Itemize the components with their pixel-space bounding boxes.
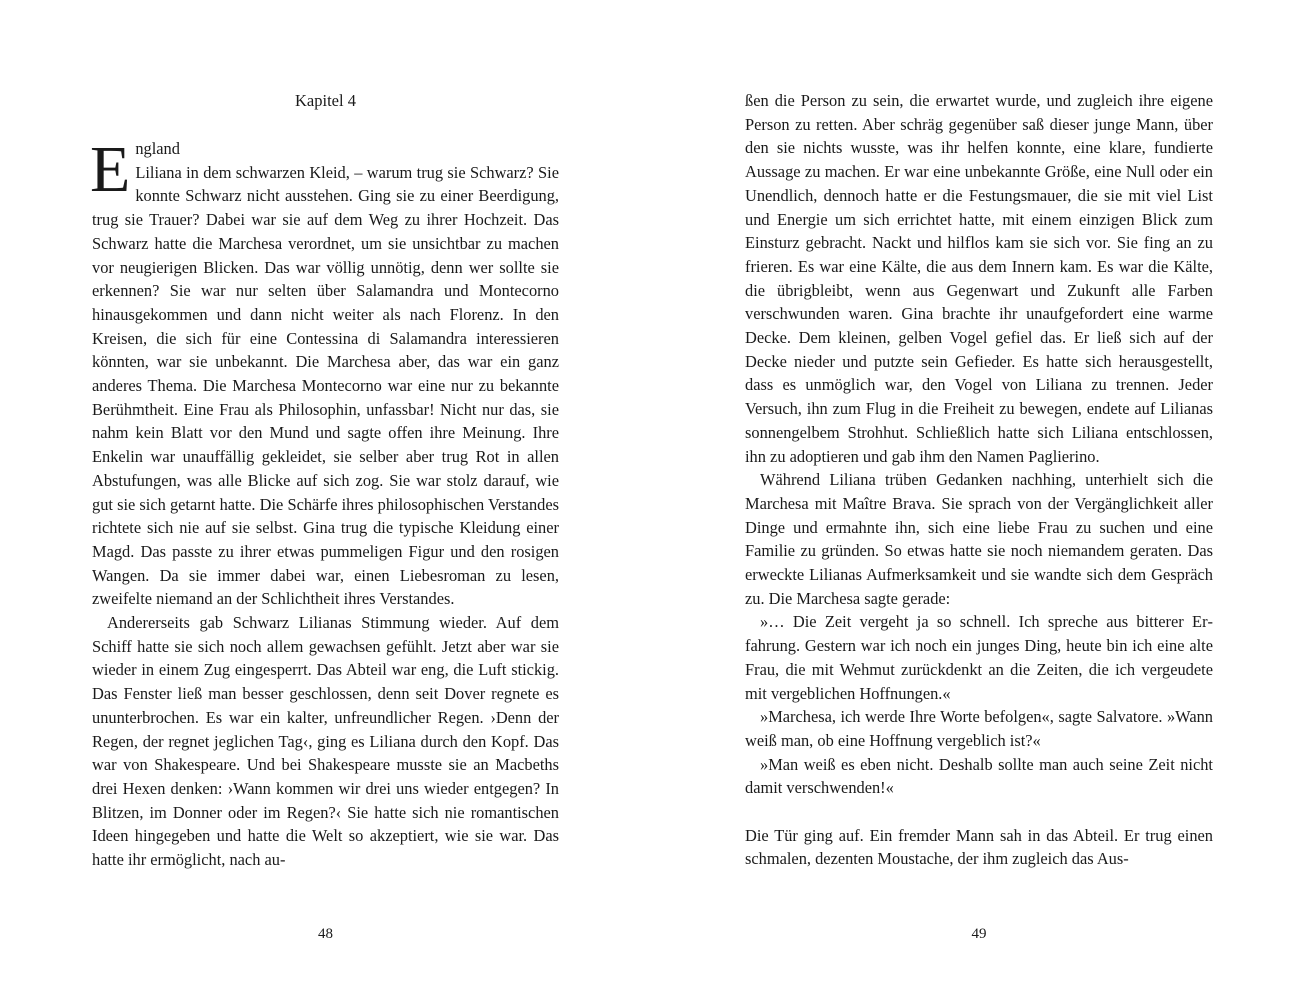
left-page-body: [90, 133, 559, 872]
page-number: 48: [318, 926, 333, 942]
paragraph: Die Tür ging auf. Ein fremder Mann sah in das Abteil. Er trug einen schmalen, dezenten Moustache, der ihm zugleich das Aus-: [745, 825, 1213, 869]
paragraph: »Man weiß es eben nicht. Deshalb sollte man auch seine Zeit nicht damit verschwenden!«: [745, 754, 1213, 798]
paragraph: Liliana in dem schwarzen Kleid, – warum trug sie Schwarz? Sie konnte Schwarz nicht ausstehen. Ging sie zu einer Beerdigung, trug sie Trauer? Dabei war sie auf dem Weg zu ihrer Hochzeit. Das Schwarz hatte die Marchesa verordnet, um sie unsichtbar zu machen vor neugierigen Blicken. Das war völlig unnötig, denn wer sollte sie erkennen? Sie war nur selten über Salamandra und Montecorno hinausgekommen und dann nicht weiter als nach Florenz. In den Kreisen, die sich für eine Contessina di Salamandra interessieren könnten, war sie unbekannt. Die Marchesa aber, das war ein ganz anderes Thema. Die Marchesa Montecorno war eine nur zu bekannte Berühmtheit. Eine Frau als Philosophin, unfassbar! Nicht nur das, sie nahm kein Blatt vor den Mund und sagte offen ihre Meinung. Ihre Enkelin war unauffällig gekleidet, sie selber aber trug Rot in allen Abstufungen, was alle Blicke auf sich zog. Sie war stolz darauf, wie gut sie sich getarnt hatte. Die Schärfe ihres philosophischen Verstandes richtete sich nie auf sie selbst. Gina trug die typische Kleidung einer Magd. Das passte zu ihrer etwas pummeligen Figur und den rosigen Wangen. Da sie immer dabei war, einen Liebesroman zu lesen, zweifelte niemand an der Schlichtheit ihres Verstandes.: [92, 162, 559, 609]
page-number: 49: [971, 926, 987, 942]
right-page-body: [745, 89, 1213, 871]
paragraph: ßen die Person zu sein, die erwartet wurde, und zugleich ihre eigene Person zu retten. Aber schräg gegenüber saß dieser junge Mann, über den sie nichts wusste, was ihr helfen konnte, eine klare, fundierte Aussage zu machen. Er war eine unbekannte Größe, eine Null oder ein Unendlich, dennoch hatte er die Festungsmauer, die sie mit viel List und Energie um sich errichtet hatte, mit einem einzigen Blick zum Einsturz gebracht. Nackt und hilflos kam sie sich vor. Sie fing an zu frieren. Es war eine Kälte, die aus dem Innern kam. Es war die Kälte, die übrigbleibt, wenn aus Gegenwart und Zukunft alle Farben verschwunden waren. Gina brachte ihr unaufgefordert eine warme Decke. Dem kleinen, gelben Vogel gefiel das. Er ließ sich auf der Decke nieder und putzte sein Gefieder. Es hatte sich herausgestellt, dass es unmöglich war, den Vogel von Liliana zu trennen. Jeder Versuch, ihn zum Flug in die Freiheit zu bewegen, endete auf Lilianas sonnengelbem Strohhut. Schließlich hatte sich Liliana entschlossen, ihn zu adoptieren und gab ihm den Namen Paglierino.: [745, 91, 1213, 466]
paragraph: »… Die Zeit vergeht ja so schnell. Ich spreche aus bitterer Erfahrung. Gestern war ich noch ein junges Ding, heute bin ich eine alte Frau, die mit Wehmut zurückdenkt an die Zeiten, die ich vergeudete mit vergeblichen Hoffnungen.«: [745, 612, 1213, 703]
paragraph: Andererseits gab Schwarz Lilianas Stimmung wieder. Auf dem Schiff hatte sie sich noch allem gewachsen gefühlt. Jetzt aber war sie wieder in einem Zug eingesperrt. Das Abteil war eng, die Luft stickig. Das Fenster ließ man besser geschlossen, denn seit Dover regnete es ununterbrochen. Es war ein kalter, unfreundlicher Regen. ›Denn der Regen, der regnet jeglichen Tag‹, ging es Liliana durch den Kopf. Das war von Shakespeare. Und bei Shakespeare musste sie an Macbeths drei Hexen denken: ›Wann kommen wir drei uns wieder entgegen? In Blitzen, im Donner oder im Regen?‹ Sie hatte sich nie romantischen Ideen hingegeben und hatte die Welt so akzeptiert, wie sie war. Das hatte ihr ermöglicht, nach au-: [92, 613, 559, 870]
paragraph: Während Liliana trüben Gedanken nachhing, unterhielt sich die Marchesa mit Maître Brava. Sie sprach von der Vergänglichkeit aller Dinge und ermahnte ihn, sich eine liebe Frau zu suchen und eine Familie zu gründen. So etwas hatte sie noch niemandem geraten. Das erweckte Lilianas Aufmerksamkeit und sie wandte sich dem Gespräch zu. Die Marchesa sagte gerade:: [745, 470, 1213, 608]
chapter-opening-line: ngland: [135, 139, 180, 158]
drop-cap: E: [90, 133, 131, 206]
paragraph: »Marchesa, ich werde Ihre Worte befolgen«, sagte Salvatore. »Wann weiß man, ob eine Hoffnung vergeblich ist?«: [745, 707, 1213, 750]
chapter-title: Kapitel 4: [295, 91, 356, 110]
right-page: [745, 0, 1213, 1000]
left-page: [92, 0, 559, 1000]
